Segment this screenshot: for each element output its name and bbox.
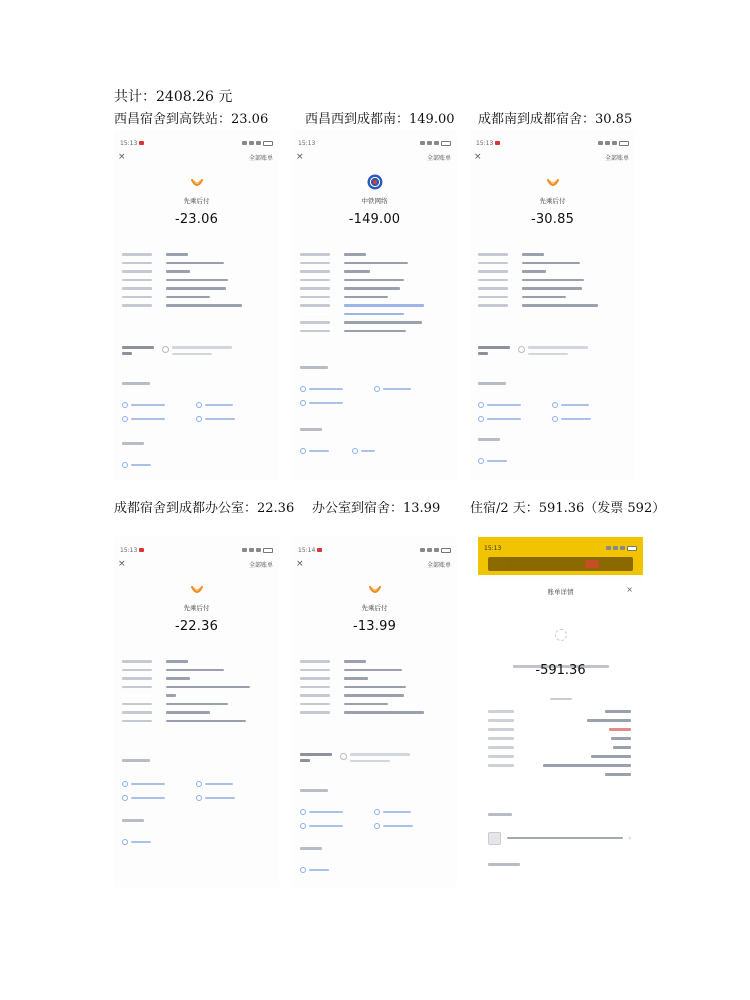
close-icon[interactable]: × <box>474 152 482 162</box>
service-link[interactable] <box>196 402 270 408</box>
close-icon[interactable]: × <box>118 152 126 162</box>
battery-icon <box>263 141 273 146</box>
all-bills-link[interactable]: 全部账单 <box>248 561 273 569</box>
all-bills-link[interactable]: 全部账单 <box>604 154 629 162</box>
contact-merchant-link[interactable] <box>300 448 375 454</box>
merchant-name: 先乘后付 <box>361 604 388 612</box>
didi-logo-icon <box>369 585 381 595</box>
bill-services-heading <box>122 759 150 762</box>
bill-services-grid <box>122 402 269 422</box>
bill-services-heading <box>122 382 150 385</box>
service-link[interactable] <box>122 416 196 422</box>
payment-amount: -13.99 <box>352 619 397 634</box>
contact-merchant-link[interactable] <box>478 458 507 464</box>
service-link[interactable] <box>196 416 270 422</box>
contact-merchant-heading <box>300 847 322 850</box>
service-link[interactable] <box>374 809 448 815</box>
service-link[interactable] <box>122 402 196 408</box>
status-icons <box>606 546 637 551</box>
service-link[interactable] <box>196 795 270 801</box>
contact-merchant-link[interactable] <box>300 867 329 873</box>
contact-merchant-link[interactable] <box>122 462 151 468</box>
status-bar <box>476 138 629 148</box>
close-icon[interactable]: × <box>296 152 304 162</box>
service-link[interactable] <box>374 386 448 392</box>
hotel-thumbnail <box>488 832 501 845</box>
screenshot-card <box>470 130 635 480</box>
contact-merchant-heading <box>300 428 322 431</box>
mini-program-row[interactable] <box>300 753 447 773</box>
notification-icon <box>495 141 500 145</box>
screenshot-card <box>292 130 457 480</box>
payment-amount: -591.36 <box>535 663 586 678</box>
status-icons <box>242 141 273 146</box>
detail-rows <box>122 657 265 725</box>
merchant-name: 先乘后付 <box>183 197 210 205</box>
status-icons <box>420 548 451 553</box>
service-link[interactable] <box>196 781 270 787</box>
all-bills-link[interactable]: 全部账单 <box>426 154 451 162</box>
caption-hotel: 住宿/2 天：591.36（发票 592） <box>470 501 666 516</box>
status-bar <box>484 543 637 553</box>
payment-amount: -23.06 <box>174 212 219 227</box>
payment-amount: -30.85 <box>530 212 575 227</box>
mini-program-icon <box>162 346 169 353</box>
close-icon[interactable]: × <box>118 559 126 569</box>
merchant-name: 先乘后付 <box>539 197 566 205</box>
merchant-name: 中铁网络 <box>361 197 388 205</box>
mini-program-row[interactable] <box>478 346 625 366</box>
contact-merchant-link[interactable] <box>122 839 151 845</box>
status-icons <box>420 141 451 146</box>
mini-program-icon <box>340 753 347 760</box>
detail-rows <box>300 657 443 717</box>
clock: 15:13 <box>476 139 494 147</box>
notification-icon <box>139 141 144 145</box>
bill-services-grid <box>300 386 447 406</box>
mini-program-icon <box>518 346 525 353</box>
service-link[interactable] <box>478 416 552 422</box>
didi-logo-icon <box>547 178 559 188</box>
order-item[interactable] <box>488 831 631 845</box>
battery-icon <box>263 548 273 553</box>
contact-merchant-heading <box>122 442 144 445</box>
battery-icon <box>441 548 451 553</box>
status-icons <box>598 141 629 146</box>
other-services-heading <box>488 863 520 866</box>
caption-station-to-dorm: 成都南到成都宿舍：30.85 <box>478 112 633 127</box>
notification-icon <box>139 548 144 552</box>
detail-rows <box>122 250 265 310</box>
china-railway-logo-icon <box>367 174 383 190</box>
clock: 15:13 <box>120 139 138 147</box>
blurred-app-bar <box>488 557 633 571</box>
screenshot-card <box>478 537 643 887</box>
total-amount: 共计：2408.26 元 <box>114 89 233 105</box>
all-bills-link[interactable]: 全部账单 <box>426 561 451 569</box>
status-bar <box>298 545 451 555</box>
didi-logo-icon <box>191 585 203 595</box>
caption-office-to-dorm: 办公室到宿舍：13.99 <box>312 501 441 516</box>
screenshot-card <box>114 537 279 887</box>
chevron-right-icon: › <box>628 834 631 842</box>
contact-merchant-heading <box>478 438 500 441</box>
battery-icon <box>619 141 629 146</box>
detail-rows <box>488 707 631 779</box>
sheet-title: 账单详情 <box>547 588 574 596</box>
bill-services-heading <box>300 789 328 792</box>
service-link[interactable] <box>478 402 552 408</box>
battery-icon <box>627 546 637 551</box>
service-link[interactable] <box>300 386 374 392</box>
clock: 15:13 <box>484 544 502 552</box>
screenshot-card <box>292 537 457 887</box>
bill-services-heading <box>478 382 506 385</box>
bill-services-grid <box>478 402 625 422</box>
service-link[interactable] <box>300 823 374 829</box>
status-icons <box>242 548 273 553</box>
close-icon[interactable]: × <box>626 585 633 594</box>
service-link[interactable] <box>122 795 196 801</box>
payment-amount: -149.00 <box>348 212 401 227</box>
caption-dorm-to-office: 成都宿舍到成都办公室：22.36 <box>114 501 295 516</box>
service-link[interactable] <box>552 402 626 408</box>
service-link[interactable] <box>374 823 448 829</box>
battery-icon <box>441 141 451 146</box>
status-bar <box>120 138 273 148</box>
merchant-logo-icon <box>555 629 567 641</box>
notification-icon <box>317 548 322 552</box>
payment-amount: -22.36 <box>174 619 219 634</box>
bill-services-heading <box>300 366 328 369</box>
service-link[interactable] <box>300 400 374 406</box>
promo-badge <box>585 560 599 568</box>
bill-services-grid <box>300 809 447 829</box>
screenshot-card <box>114 130 279 480</box>
status-bar <box>120 545 273 555</box>
caption-train: 西昌西到成都南：149.00 <box>305 112 455 127</box>
service-link[interactable] <box>552 416 626 422</box>
contact-merchant-heading <box>122 819 144 822</box>
clock: 15:13 <box>120 546 138 554</box>
status-bar <box>298 138 451 148</box>
clock: 15:14 <box>298 546 316 554</box>
close-icon[interactable]: × <box>296 559 304 569</box>
service-link[interactable] <box>300 809 374 815</box>
detail-rows <box>478 250 621 310</box>
service-link[interactable] <box>122 781 196 787</box>
caption-dorm-to-station: 西昌宿舍到高铁站：23.06 <box>114 112 269 127</box>
didi-logo-icon <box>191 178 203 188</box>
detail-rows <box>300 250 443 335</box>
bill-services-grid <box>122 781 269 801</box>
all-bills-link[interactable]: 全部账单 <box>248 154 273 162</box>
mini-program-row[interactable] <box>122 346 269 366</box>
app-header <box>478 537 643 575</box>
order-details-heading <box>488 813 512 816</box>
clock: 15:13 <box>298 139 316 147</box>
payment-status <box>478 685 643 704</box>
merchant-name: 先乘后付 <box>183 604 210 612</box>
